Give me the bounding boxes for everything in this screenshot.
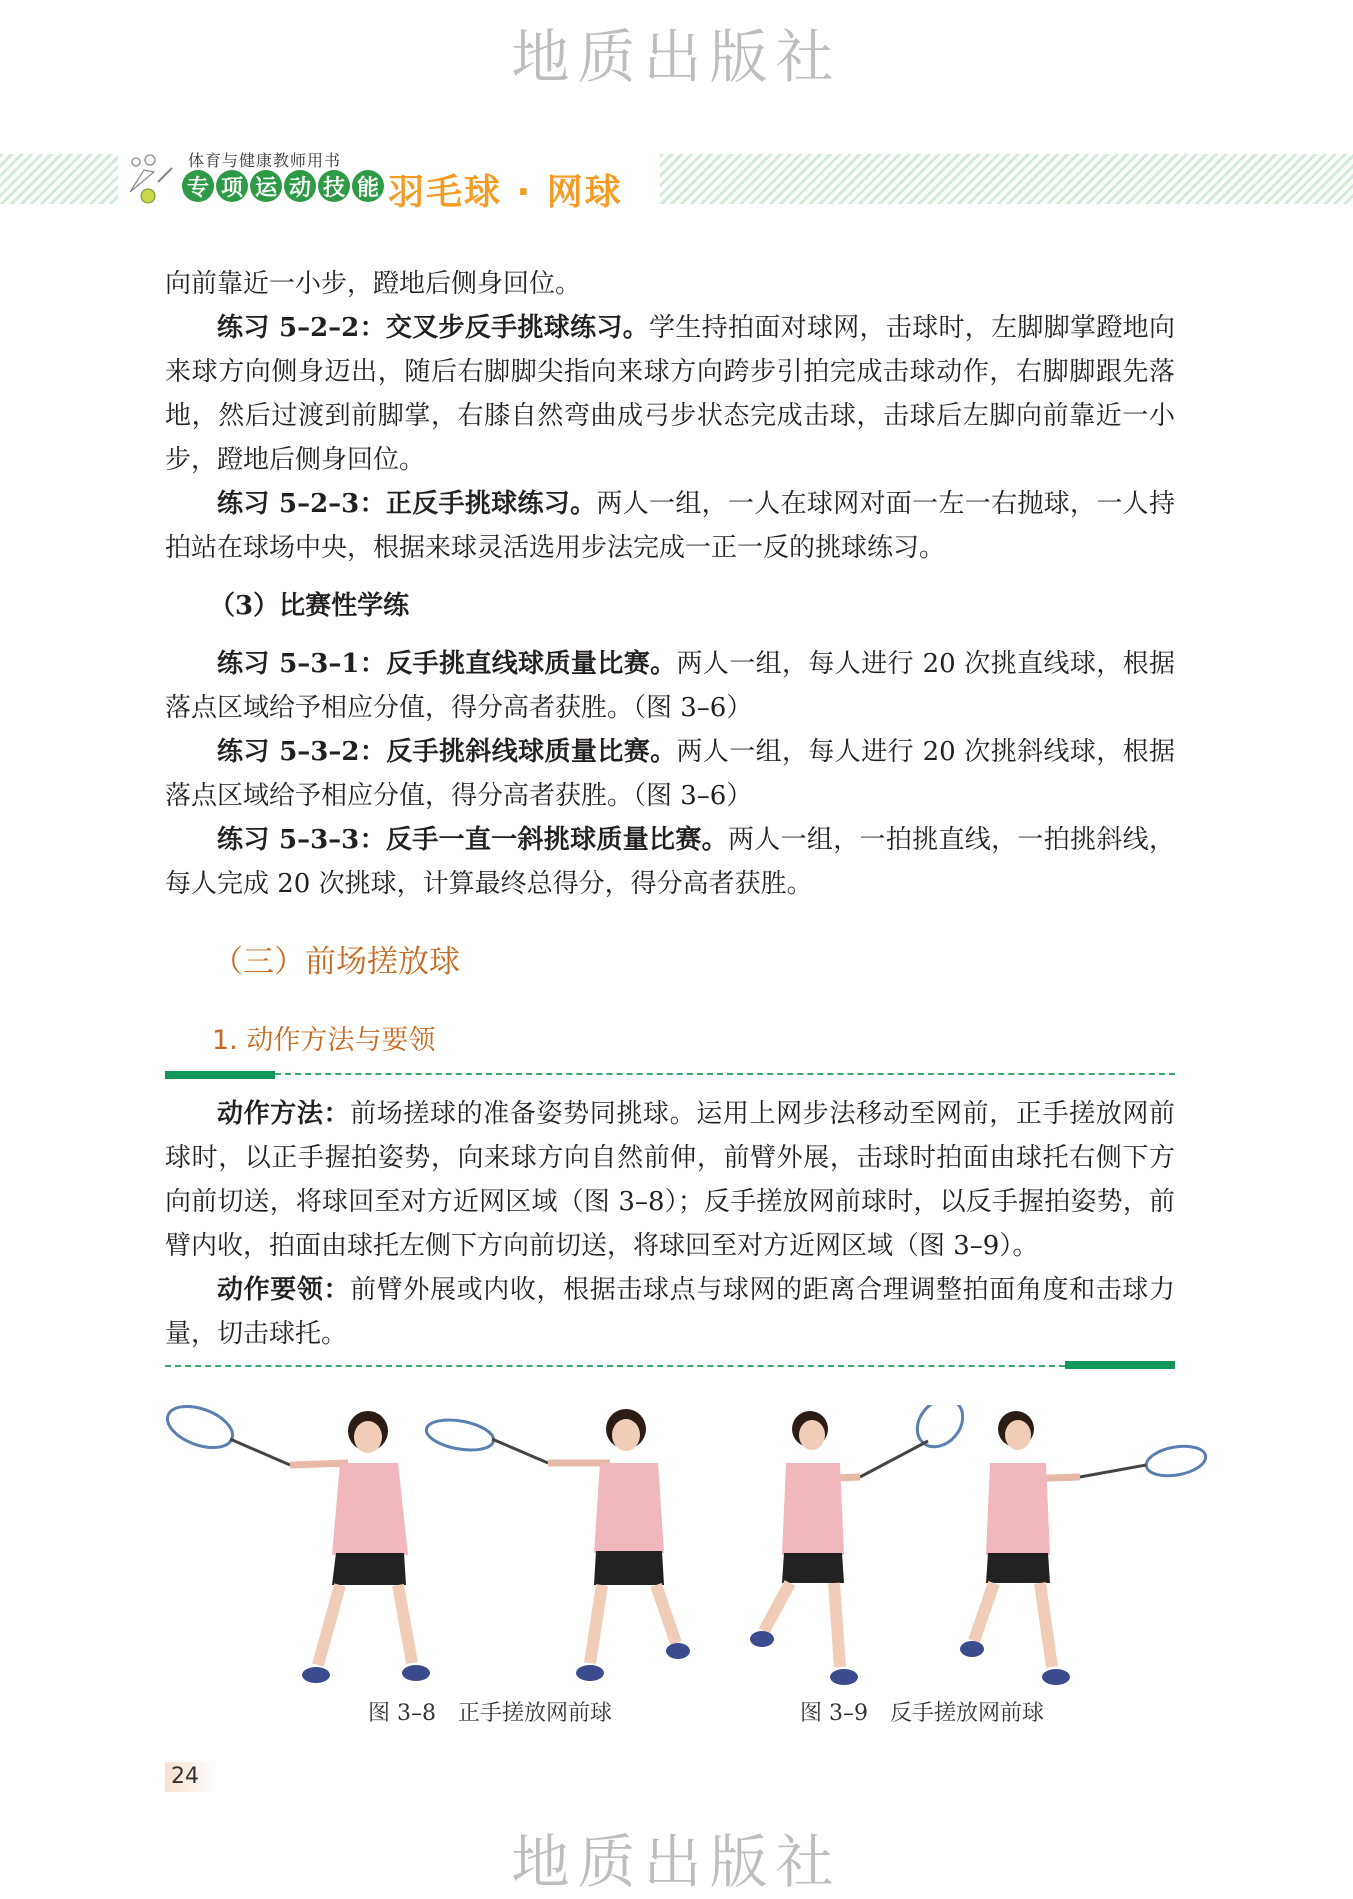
practice-5-2-2 bbox=[165, 306, 1175, 482]
practice-lead: 练习 5–3–3：反手一直一斜挑球质量比赛。 bbox=[217, 825, 728, 855]
practice-lead: 练习 5–3–2：反手挑斜线球质量比赛。 bbox=[217, 737, 677, 767]
key-text: 前臂外展或内收，根据击球点与球网的距离合理调整拍面角度和击球力量，切击球托。 bbox=[165, 1275, 1175, 1349]
action-method bbox=[165, 1092, 1175, 1268]
pill-char: 专 bbox=[182, 170, 214, 202]
pill-char: 技 bbox=[318, 170, 350, 202]
competition-subheading: （3）比赛性学练 bbox=[209, 591, 410, 621]
practice-body: 两人一组，每人进行 20 次挑直线球，根据落点区域给予相应分值，得分高者获胜。（图 3–6） bbox=[165, 649, 1175, 723]
paragraph-continuation: 向前靠近一小步，蹬地后侧身回位。 bbox=[165, 269, 582, 299]
box-dashed-bottom bbox=[165, 1365, 1065, 1367]
player-photo-4 bbox=[960, 1411, 1208, 1685]
action-key-points bbox=[165, 1268, 1175, 1356]
series-title: 体育与健康教师用书 bbox=[188, 151, 342, 170]
practice-5-3-3 bbox=[165, 818, 1175, 906]
publisher-watermark-top: 地质出版社 bbox=[511, 23, 842, 91]
page-number: 24 bbox=[165, 1762, 217, 1792]
pill-char: 运 bbox=[250, 170, 282, 202]
method-label: 动作方法： bbox=[217, 1099, 351, 1129]
method-box bbox=[165, 1092, 1175, 1356]
shuttlecock-icon bbox=[124, 152, 180, 206]
figure-3-9-caption: 图 3–9 反手搓放网前球 bbox=[800, 1701, 1044, 1726]
player-photo-3 bbox=[750, 1405, 972, 1685]
header-stripes-right bbox=[660, 154, 1353, 204]
box-accent-top bbox=[165, 1071, 275, 1079]
practice-text-block bbox=[165, 262, 1175, 906]
practice-lead: 练习 5–2–3：正反手挑球练习。 bbox=[217, 489, 597, 519]
method-text: 前场搓球的准备姿势同挑球。运用上网步法移动至网前，正手搓放网前球时，以正手握拍姿势，向来球方向自然前伸，前臂外展，击球时拍面由球托右侧下方向前切送，将球回至对方近网区域（图 3–8）；反手搓放网前球时，以反手握拍姿势，前臂内收，拍面由球托左侧下方向前切送，将球回至对方近网区域（图 3–9）。 bbox=[165, 1099, 1175, 1261]
pill-char: 项 bbox=[216, 170, 248, 202]
section-heading: （三）前场搓放球 bbox=[212, 944, 460, 980]
practice-lead: 练习 5–3–1：反手挑直线球质量比赛。 bbox=[217, 649, 677, 679]
practice-body: 两人一组，每人进行 20 次挑斜线球，根据落点区域给予相应分值，得分高者获胜。（图 3–6） bbox=[165, 737, 1175, 811]
box-dashed-top bbox=[275, 1073, 1175, 1075]
pill-char: 动 bbox=[284, 170, 316, 202]
figure-3-8-forehand-net-shot bbox=[150, 1405, 690, 1695]
publisher-watermark-bottom: 地质出版社 bbox=[511, 1828, 842, 1896]
practice-5-2-3 bbox=[165, 482, 1175, 570]
player-photo-1 bbox=[162, 1405, 430, 1683]
key-label: 动作要领： bbox=[217, 1275, 351, 1305]
practice-body: 两人一组，一人在球网对面一左一右抛球，一人持拍站在球场中央，根据来球灵活选用步法完成一正一反的挑球练习。 bbox=[165, 489, 1175, 563]
practice-5-3-1 bbox=[165, 642, 1175, 730]
practice-body: 学生持拍面对球网，击球时，左脚脚掌蹬地向来球方向侧身迈出，随后右脚脚尖指向来球方向跨步引拍完成击球动作，右脚脚跟先落地，然后过渡到前脚掌，右膝自然弯曲成弓步状态完成击球，击球后左脚向前靠近一小步，蹬地后侧身回位。 bbox=[165, 313, 1175, 475]
header-stripes-left bbox=[0, 154, 120, 204]
practice-lead: 练习 5–2–2：交叉步反手挑球练习。 bbox=[217, 313, 650, 343]
book-brand bbox=[118, 148, 658, 213]
practice-5-3-2 bbox=[165, 730, 1175, 818]
subsection-heading: 1. 动作方法与要领 bbox=[212, 1025, 436, 1056]
player-photo-2 bbox=[424, 1409, 690, 1681]
specialty-pills bbox=[182, 170, 384, 202]
pill-char: 能 bbox=[352, 170, 384, 202]
book-header bbox=[0, 148, 1353, 213]
figure-3-8-caption: 图 3–8 正手搓放网前球 bbox=[368, 1701, 612, 1726]
figure-3-9-backhand-net-shot bbox=[740, 1405, 1220, 1695]
practice-body: 两人一组，一拍挑直线，一拍挑斜线，每人完成 20 次挑球，计算最终总得分，得分高者获胜。 bbox=[165, 825, 1175, 899]
box-accent-bottom bbox=[1065, 1361, 1175, 1369]
sport-title: 羽毛球 · 网球 bbox=[388, 172, 623, 213]
